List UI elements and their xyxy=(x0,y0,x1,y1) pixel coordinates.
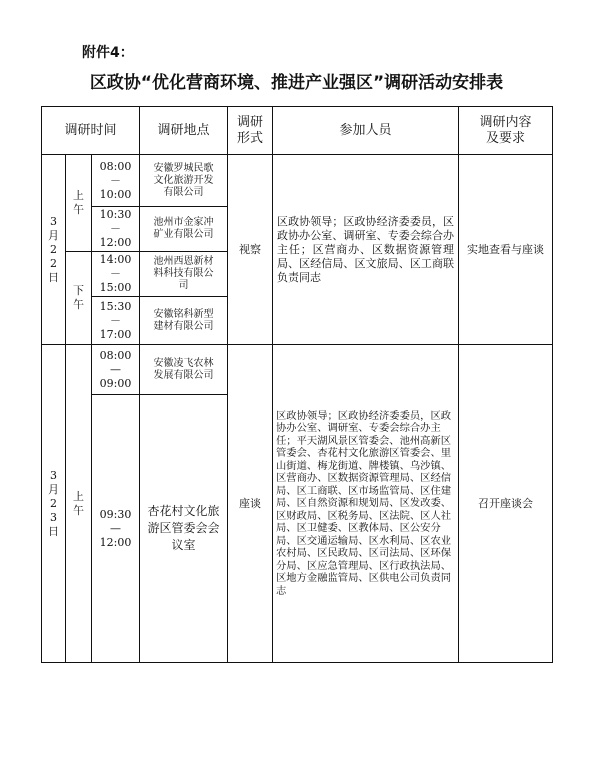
attachment-label: 附件4： xyxy=(82,45,134,61)
time-cell xyxy=(92,207,140,252)
header-place: 调研地点 xyxy=(140,107,228,155)
page-title: 区政协“优化营商环境、推进产业强区”调研活动安排表 xyxy=(89,73,504,93)
header-content-text: 调研内容及要求 xyxy=(479,114,532,146)
header-row xyxy=(42,107,553,155)
header-content xyxy=(459,107,553,155)
time-slot: 08:00－10:00 xyxy=(99,159,132,201)
place-cell xyxy=(140,345,228,395)
content-cell-day1 xyxy=(459,155,553,345)
place-text: 安徽罗城民歌文化旅游开发有限公司 xyxy=(153,162,214,198)
time-cell xyxy=(92,395,140,663)
header-time: 调研时间 xyxy=(42,107,140,155)
header-form-text: 调研形式 xyxy=(237,114,264,146)
place-cell xyxy=(140,155,228,207)
date-day1: 3月22日 xyxy=(48,214,59,284)
time-slot: 14:00－15:00 xyxy=(99,253,132,294)
period-pm-day1: 下午 xyxy=(73,284,84,311)
table-row xyxy=(42,155,553,207)
place-cell xyxy=(140,395,228,663)
place-text: 安徽铭科新型建材有限公司 xyxy=(153,308,214,332)
form-cell-day1: 视察 xyxy=(228,155,273,345)
place-text: 池州西恩新材料科技有限公司 xyxy=(153,256,214,291)
date-cell-day1 xyxy=(42,155,66,345)
participants-cell-day2: 区政协领导；区政协经济委委员，区政协办公室、调研室、专委会综合办主任；平天湖风景区管委会、池州高新区管委会、杏花村文化旅游区管委会、里山街道、梅龙街道、牌楼镇、乌沙镇、区营商办、区数据资源管理局、区经信局、区工商联、区市场监管局、区住建局、区自然资源和规划局、区发改委、区财政局、区税务局、区法院、区人社局、区卫健委、区教体局、区公安分局、区交通运输局、区水利局、区农业农村局、区民政局、区司法局、区环保分局、区应急管理局、区行政执法局、区地方金融监管局、区供电公司负责同志 xyxy=(273,345,459,663)
place-text: 池州市金家冲矿业有限公司 xyxy=(153,217,214,240)
header-participants: 参加人员 xyxy=(273,107,459,155)
time-slot: 15:30－17:00 xyxy=(99,299,132,341)
place-cell xyxy=(140,252,228,297)
time-cell xyxy=(92,345,140,395)
time-cell xyxy=(92,155,140,207)
period-cell-am xyxy=(66,155,92,252)
place-text: 安徽凌飞农林发展有限公司 xyxy=(153,357,214,381)
table-row xyxy=(42,345,553,395)
period-cell-am2 xyxy=(66,345,92,663)
content-cell-day2: 召开座谈会 xyxy=(459,345,553,663)
period-am-day1: 上午 xyxy=(73,189,84,216)
period-cell-pm xyxy=(66,252,92,345)
time-slot: 10:30－12:00 xyxy=(99,208,132,249)
time-cell xyxy=(92,252,140,297)
place-cell xyxy=(140,207,228,252)
time-slot: 08:00—09:00 xyxy=(99,348,132,390)
header-form xyxy=(228,107,273,155)
place-text: 杏花村文化旅游区管委会会议室 xyxy=(147,504,220,552)
period-am-day2: 上午 xyxy=(73,489,84,517)
participants-cell-day1: 区政协领导；区政协经济委委员，区政协办公室、调研室、专委会综合办主任；区营商办、区数据资源管理局、区经信局、区文旅局、区工商联负责同志 xyxy=(273,155,459,345)
date-day2: 3月23日 xyxy=(48,468,59,538)
date-cell-day2 xyxy=(42,345,66,663)
time-slot: 09:30—12:00 xyxy=(99,507,132,549)
place-cell xyxy=(140,297,228,345)
form-cell-day2: 座谈 xyxy=(228,345,273,663)
content-day1: 实地查看与座谈 xyxy=(467,242,545,256)
schedule-table xyxy=(41,106,553,663)
time-cell xyxy=(92,297,140,345)
